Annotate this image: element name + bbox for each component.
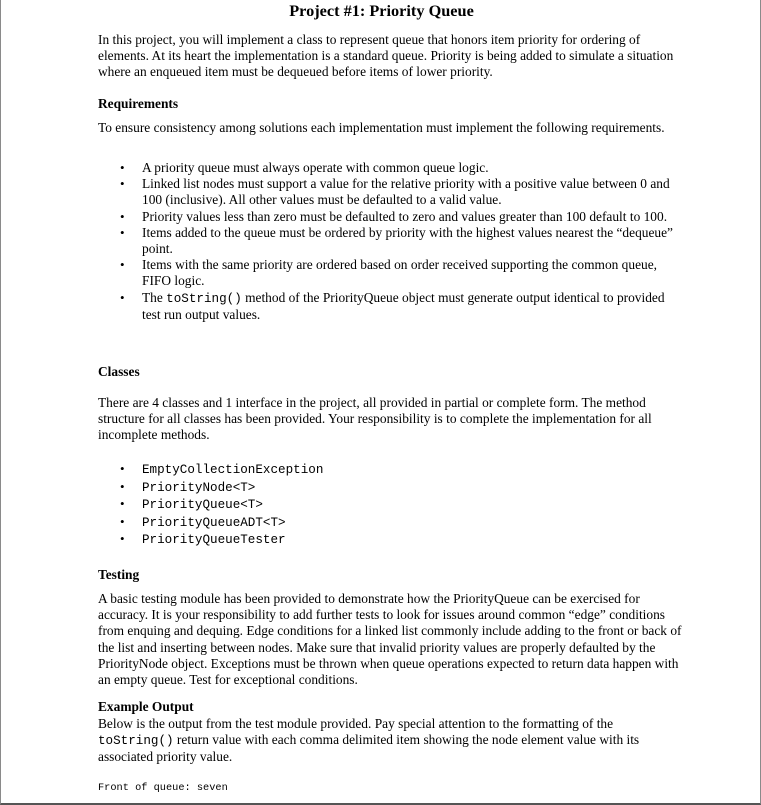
example-output-paragraph (98, 716, 688, 766)
example-output-line: Front of queue: seven (98, 782, 228, 794)
class-item (118, 478, 683, 496)
requirement-item: • Priority values less than zero must be defaulted to zero and values greater than 100 default to 100. (118, 209, 683, 225)
intro-paragraph: In this project, you will implement a class to represent queue that honors item priority for ordering of elements. At its heart the implementation is a standard queue. Priority is being added to simulate a situation where an enqueued item must be dequeued before items of lower priority. (98, 32, 674, 80)
class-item (118, 495, 683, 513)
requirements-list (118, 160, 683, 323)
testing-heading: Testing (98, 567, 140, 582)
code-tostring: toString() (98, 734, 174, 749)
code-tostring: toString() (166, 291, 242, 306)
testing-paragraph: A basic testing module has been provided to demonstrate how the PriorityQueue can be exercised for accuracy. It is your responsibility to add further tests to look for issues around common “edge” conditions from enquing and dequing. Edge conditions for a linked list commonly include adding to the front or back of the list and inserting between nodes. Make sure that invalid priority values are properly defaulted by the PriorityNode object. Exceptions must be thrown when queue operations expected to return data happen with an empty queue. Test for exceptional conditions. (98, 591, 682, 688)
text: method of the PriorityQueue object must generate output identical to provided test run output values. (142, 289, 665, 322)
requirement-item: • Items with the same priority are ordered based on order received supporting the common queue, FIFO logic. (118, 257, 683, 289)
classes-heading: Classes (98, 364, 140, 379)
classes-paragraph: There are 4 classes and 1 interface in the project, all provided in partial or complete form. The method structure for all classes has been provided. Your responsibility is to complete the implementation for all incomplete methods. (98, 395, 652, 443)
class-name: PriorityQueueADT<T> (142, 515, 286, 530)
class-name: PriorityNode<T> (142, 480, 256, 495)
class-name: PriorityQueue<T> (142, 498, 263, 512)
page-title: Project #1: Priority Queue (289, 1, 474, 20)
text: The (142, 289, 167, 305)
requirement-item: • A priority queue must always operate with common queue logic. (118, 160, 683, 176)
class-name: PriorityQueueTester (142, 533, 286, 547)
example-output-heading: Example Output (98, 699, 194, 714)
requirements-heading: Requirements (98, 96, 179, 111)
requirement-item-tostring (118, 290, 683, 323)
requirement-item: • Items added to the queue must be ordered by priority with the highest values nearest the “dequeue” point. (118, 225, 683, 257)
class-name: EmptyCollectionException (142, 463, 324, 477)
requirements-intro: To ensure consistency among solutions each implementation must implement the following requirements. (98, 120, 665, 135)
text: return value with each comma delimited item showing the node element value with its associated priority value. (98, 732, 640, 765)
class-item (118, 513, 683, 531)
classes-list (118, 460, 683, 548)
text: Below is the output from the test module provided. Pay special attention to the formatting of the (98, 716, 614, 731)
class-item (118, 530, 683, 548)
requirement-item: • Linked list nodes must support a value for the relative priority with a positive value between 0 and 100 (inclusive). All other values must be defaulted to a valid value. (118, 176, 683, 208)
class-item (118, 460, 683, 478)
